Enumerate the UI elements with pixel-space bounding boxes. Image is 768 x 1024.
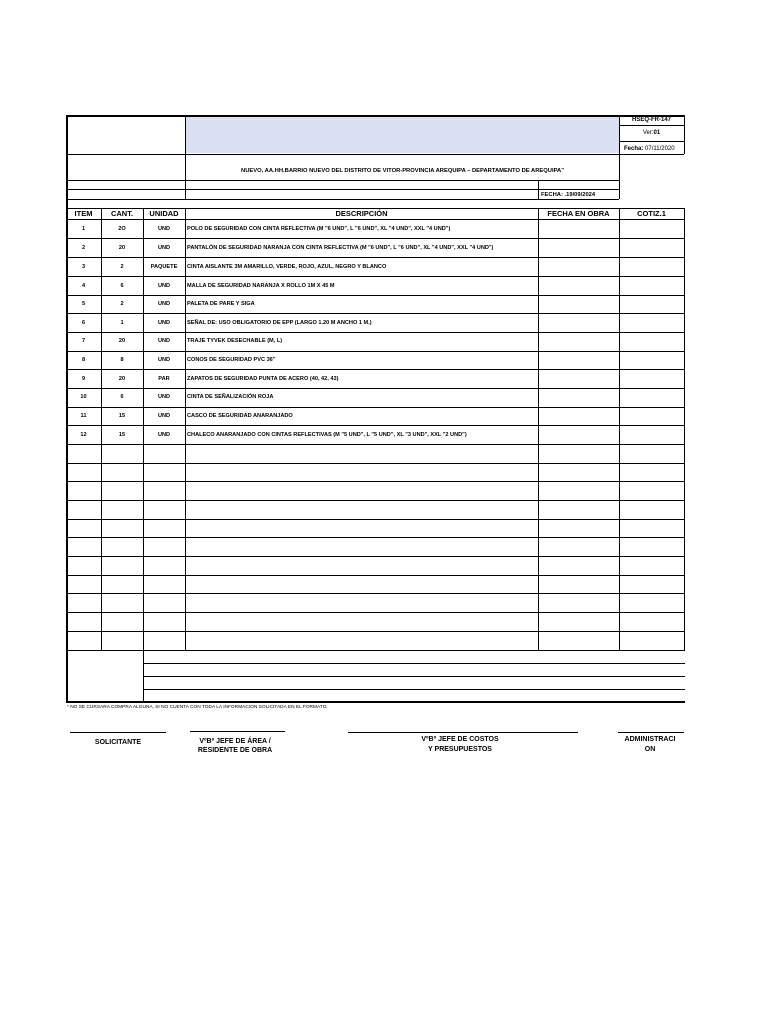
row-item: 6 [81,320,86,326]
column-header-cotiz: COTIZ.1 [637,209,666,218]
row-item: 4 [81,283,86,289]
row-descripcion: CONOS DE SEGURIDAD PVC 36" [187,357,276,363]
row-cant: 15 [118,413,126,419]
row-unidad: UND [157,245,171,251]
row-unidad: UND [157,432,171,438]
row-descripcion: PALETA DE PARE Y SIGA [187,301,255,307]
column-header-cant: CANT. [110,209,134,218]
date-value: 07/11/2020 [645,146,675,152]
row-cant: 20 [118,245,126,251]
footnote: * NO SE CURSARA COMPRA ALGUNA, SI NO CUENTA CON TODA LA INFORMACION SOLICITADA EN EL FORMATO. [67,705,328,710]
signature-jefe-area-line2: RESIDENTE DE OBRA [197,747,273,754]
row-item: 9 [81,376,86,382]
row-cant: 6 [120,283,124,289]
row-item: 11 [80,413,87,419]
request-date: FECHA: .19/09/2024 [541,192,596,198]
signature-administracion-line2: ON [644,746,656,753]
date-label: Fecha: [624,146,644,152]
row-unidad: PAQUETE [150,264,178,270]
row-descripcion: POLO DE SEGURIDAD CON CINTA REFLECTIVA (M "6 UND", L "6 UND", XL "4 UND", XXL "4 UND") [187,226,451,232]
row-descripcion: MALLA DE SEGURIDAD NARANJA X ROLLO 1M X 45 M [187,283,335,289]
row-unidad: UND [157,394,171,400]
row-item: 1 [81,226,86,232]
row-descripcion: TRAJE TYVEK DESECHABLE (M, L) [187,338,283,344]
form-version [619,129,684,137]
signature-jefe-costos-line1: VºBº JEFE DE COSTOS [421,736,499,743]
version-value: 01 [653,130,661,136]
row-item: 8 [81,357,86,363]
column-header-item: ITEM [74,209,93,218]
row-item: 5 [81,301,86,307]
row-cant: 2O [118,226,126,232]
row-cant: 8 [120,357,124,363]
row-unidad: UND [157,283,171,289]
row-cant: 15 [118,432,126,438]
row-item: 3 [81,264,86,270]
column-header-unidad: UNIDAD [149,209,179,218]
row-unidad: UND [157,357,171,363]
row-cant: 20 [118,338,126,344]
row-unidad: UND [157,413,171,419]
row-item: 10 [80,394,87,400]
header-title-band [186,116,619,153]
row-item: 7 [81,338,86,344]
row-descripcion: CINTA DE SEÑALIZACIÓN ROJA [187,394,274,400]
signature-jefe-costos-line2: Y PRESUPUESTOS [428,746,492,753]
row-unidad: UND [157,320,171,326]
row-unidad: UND [157,301,171,307]
row-cant: 6 [120,394,124,400]
signature-solicitante: SOLICITANTE [94,739,142,746]
row-cant: 2 [120,301,124,307]
row-descripcion: CINTA AISLANTE 3M AMARILLO, VERDE, ROJO, AZUL, NEGRO Y BLANCO [187,264,387,270]
version-label: Ver: [642,130,654,136]
row-cant: 1 [120,320,124,326]
row-descripcion: SEÑAL DE: USO OBLIGATORIO DE EPP (LARGO 1.20 M ANCHO 1 M.) [187,320,372,326]
row-unidad: UND [157,226,171,232]
form-code: HSEQ-FR-147 [631,117,671,123]
row-item: 2 [81,245,86,251]
signature-jefe-area-line1: VºBº JEFE DE ÁREA / [199,738,271,745]
row-cant: 2 [120,264,124,270]
project-title: NUEVO, AA.HH.BARRIO NUEVO DEL DISTRITO DE VITOR-PROVINCIA AREQUIPA – DEPARTAMENTO DE AREQUIPA" [241,168,564,174]
row-descripcion: ZAPATOS DE SEGURIDAD PUNTA DE ACERO (40, 42, 43) [187,376,339,382]
row-descripcion: CHALECO ANARANJADO CON CINTAS REFLECTIVAS (M "5 UND", L "5 UND", XL "3 UND", XXL "2 UND") [187,432,467,438]
column-header-fecha-en-obra: FECHA EN OBRA [547,209,610,218]
row-unidad: UND [157,338,171,344]
signature-administracion-line1: ADMINISTRACI [624,736,676,743]
row-cant: 20 [118,376,126,382]
column-header-descripcion: DESCRIPCIÓN [335,209,388,218]
row-item: 12 [80,432,87,438]
form-date [624,145,675,153]
row-descripcion: PANTALÓN DE SEGURIDAD NARANJA CON CINTA REFLECTIVA (M "6 UND", L "6 UND", XL "4 UND", XXL "4 UND") [187,245,494,251]
row-unidad: PAR [158,376,170,382]
row-descripcion: CASCO DE SEGURIDAD ANARANJADO [187,413,293,419]
